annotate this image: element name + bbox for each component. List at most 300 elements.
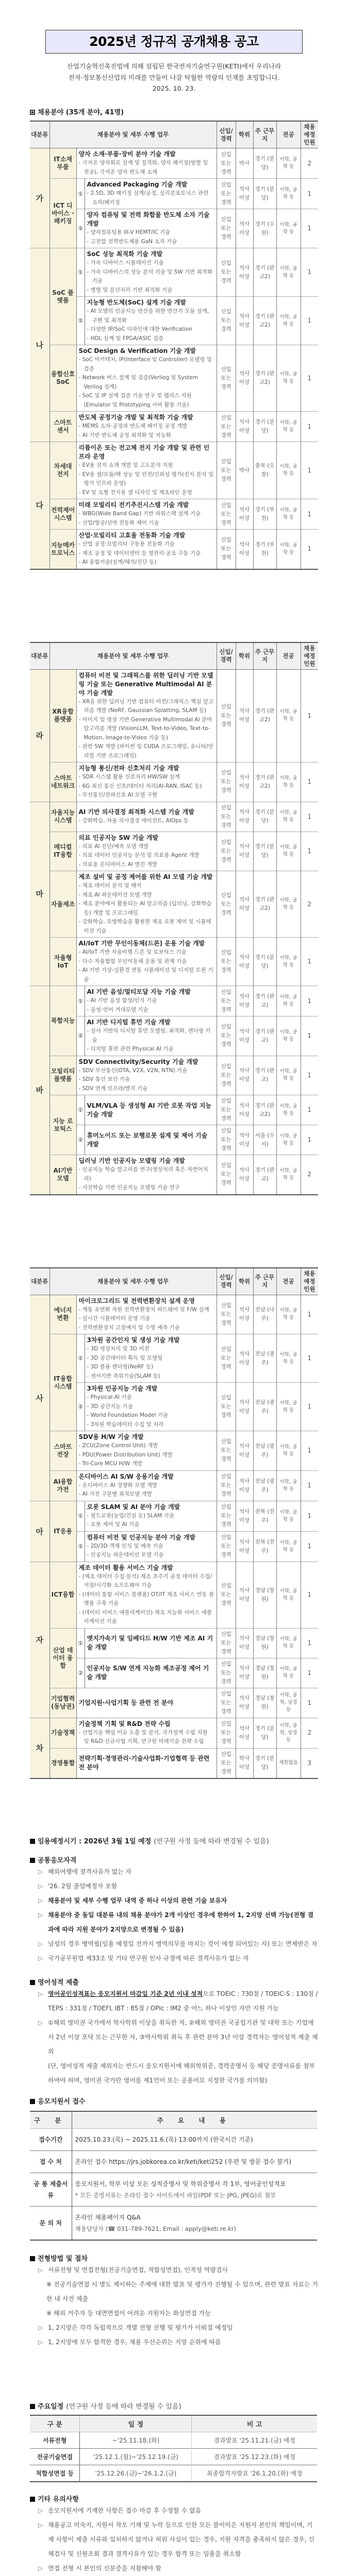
- job-field: 전력제어 시스템: [49, 499, 76, 530]
- job-detail: - 전력변환장치 고장예지 및 수명 예측 기술: [79, 1324, 214, 1333]
- job-field: 지능메카 트로닉스: [49, 530, 76, 569]
- major-requirement: 이학, 공학 등: [276, 1470, 301, 1501]
- major-requirement: 이학, 공학 등: [276, 530, 301, 569]
- hire-type: 신입 또는 경력: [217, 1431, 236, 1471]
- hire-type: 신입 또는 경력: [217, 802, 236, 832]
- hire-type: 신입 또는 경력: [217, 148, 236, 179]
- job-detail: - 극저온 양자회로 설계 및 집적화, 양자 패키징(방열 및 전공), 극저온 양자 반도체 소재: [79, 159, 214, 177]
- hire-type: 신입 또는 경력: [217, 1155, 236, 1195]
- work-location: 전남 (광주): [253, 1431, 276, 1471]
- job-detail: - 산업 공정·모빌리티 구동용 전동화 기술: [79, 540, 214, 549]
- job-description: [85, 1334, 217, 1383]
- table-row: [30, 802, 318, 832]
- job-description: [76, 345, 217, 412]
- job-detail: - 의료 데이터 인공지능 분석 및 의료용 Agent 개발: [79, 851, 214, 860]
- degree: 석사 이상: [236, 938, 253, 986]
- table-row: [30, 2150, 317, 2173]
- job-description: [85, 297, 217, 345]
- job-detail: - (제조 데이터 수집·분석) 제조 초주기 공정 데이터 수집/저장/시각화 소프트웨어 기술: [79, 1572, 214, 1590]
- job-detail: - 로봇 제어 및 AI 기술: [87, 1520, 214, 1530]
- job-field: 차세대 전지: [49, 442, 76, 499]
- job-title: 제조 설비 및 공정 제어를 위한 AI 모델 기술 개발: [79, 873, 214, 882]
- headcount: 1: [301, 1056, 318, 1095]
- job-detail: - 실사 기반의 디지털 휴먼 모델링, 최적화, 렌더링 기술: [87, 1027, 214, 1045]
- job-title: 컴퓨터 비전 및 그래픽스를 위한 딥러닝 기반 모델링 기술 또는 Generative Multimodal AI 분야 기술 개발: [79, 671, 214, 698]
- row-content: [72, 2173, 317, 2206]
- major-requirement: 이학, 공학 등: [276, 802, 301, 832]
- job-field: 복합지능: [49, 986, 76, 1056]
- job-detail: - 의료용 온디바이스 AI 엔진 개발: [79, 860, 214, 870]
- degree: 석사 이상: [236, 1125, 253, 1155]
- job-detail: - 3D 공간데이터 획득 및 모델링: [87, 1354, 214, 1363]
- column-header: 채용분야 및 세부 수행 업무: [49, 642, 217, 670]
- job-detail: - EV 및 소형 전지용 셀 디자인 및 제조라인 운영: [79, 488, 214, 498]
- work-location: 경기 (분당): [253, 148, 276, 179]
- content-main: 응모지원서, 학부 이상 모든 성적증명서 및 학위증명서 각 1부, 영어공인성적표: [75, 2178, 314, 2190]
- headcount: 1: [301, 1334, 318, 1383]
- bullet-item: [38, 1865, 318, 1879]
- headcount: 1: [301, 938, 318, 986]
- job-description: [85, 1383, 217, 1431]
- schedule-period: '25.12.1.(월)~'25.12.19.(금): [80, 2448, 192, 2465]
- work-location: 경기 (분당): [253, 802, 276, 832]
- major-requirement: 이학, 공학 등: [276, 871, 301, 938]
- column-header: 신입/경력: [217, 1268, 236, 1295]
- table-row: [30, 1295, 318, 1334]
- job-description: [85, 1531, 217, 1562]
- major-category: 다: [30, 442, 49, 569]
- major-category: 라: [30, 669, 49, 802]
- job-field: 스마트 센서: [49, 412, 76, 442]
- major-requirement: 이학, 공학 등: [276, 1334, 301, 1383]
- table-row: [30, 2432, 317, 2448]
- priority-number: ①: [76, 1501, 85, 1531]
- row-content: [72, 2206, 317, 2240]
- schedule-remark: 결과발표 '25.12.23.(화) 예정: [192, 2448, 317, 2465]
- degree: 석사 이상: [236, 1383, 253, 1431]
- job-detail: - 계통 유연화 자원 전력변환장치 하드웨어 및 F/W 설계: [79, 1306, 214, 1315]
- job-detail: - World Foundation Model 기술: [87, 1411, 214, 1420]
- job-detail: - AI 융합기술(설계/해석/진단 등): [79, 558, 214, 567]
- row-content: [72, 2150, 317, 2173]
- job-detail: - SDV 통신 보안 기술: [79, 1075, 214, 1084]
- job-field: SoC 플랫폼: [49, 248, 76, 345]
- work-location: 경기 (판교): [253, 1016, 276, 1056]
- job-detail: - (데이터 서비스 애플리케이션) 제조 지능화 서비스 애플리케이션 기술: [79, 1608, 214, 1626]
- major-requirement: 이학, 공학 등: [276, 412, 301, 442]
- table-row: [30, 1562, 318, 1628]
- major-requirement: 이학, 공학 등: [276, 1658, 301, 1688]
- work-location: 경기 (판교2): [253, 297, 276, 345]
- job-detail: - 음성-언어 거대모델 기술: [87, 1006, 214, 1015]
- bullet-item: [38, 1908, 318, 1937]
- work-location: 경기 (판교): [253, 1056, 276, 1095]
- column-header: 채용예정인원: [301, 1268, 318, 1295]
- column-header: 전공: [276, 1268, 301, 1295]
- hire-type: 신입 또는 경력: [217, 1658, 236, 1688]
- job-field: 자율지능 시스템: [49, 802, 76, 832]
- major-requirement: 이학, 공학 등: [276, 297, 301, 345]
- job-description: [76, 1155, 217, 1195]
- hire-type: 신입 또는 경력: [217, 1295, 236, 1334]
- job-field: 스마트 네트워크: [49, 762, 76, 802]
- posting-date: 2025. 10. 23.: [30, 84, 318, 92]
- job-field: AI기반 모델: [49, 1155, 76, 1195]
- headcount: 1: [301, 1688, 318, 1718]
- headcount: 1: [301, 1431, 318, 1471]
- degree: 석사 이상: [236, 1658, 253, 1688]
- degree: 학사 이상: [236, 1748, 253, 1778]
- headcount: 1: [301, 345, 318, 412]
- column-header: 전공: [276, 121, 301, 148]
- job-field: 에너지 변환: [49, 1295, 76, 1334]
- job-description: [85, 248, 217, 297]
- job-description: [76, 530, 217, 569]
- section-notes: 기타 유의사항: [30, 2494, 318, 2503]
- job-detail: - 제조 데이터 분석 및 해석: [79, 882, 214, 891]
- major-requirement: 이학, 공학 등: [276, 1383, 301, 1431]
- major-category: 아: [30, 1501, 49, 1562]
- job-title: 지능형 통신/전파 신호처리 기술 개발: [79, 764, 214, 773]
- degree: 석사 이상: [236, 530, 253, 569]
- job-field: AI융합 가전: [49, 1470, 76, 1501]
- work-location: 경기 (분당): [253, 179, 276, 209]
- major-category: 차: [30, 1718, 49, 1778]
- headcount: 1: [301, 1383, 318, 1431]
- square-bullet-icon: [30, 1980, 35, 1985]
- hire-type: 신입 또는 경력: [217, 442, 236, 499]
- section-qualifications: 공통응모자격: [30, 1855, 318, 1865]
- degree: 석사 이상: [236, 1295, 253, 1334]
- degree: 석사 이상: [236, 412, 253, 442]
- column-header: 신입/경력: [217, 121, 236, 148]
- degree: 석사 이상: [236, 297, 253, 345]
- degree: 석사 이상: [236, 1531, 253, 1562]
- square-bullet-icon: [30, 2404, 35, 2409]
- work-location: 경기 (판교): [253, 986, 276, 1016]
- job-detail: - Physical AI 기술: [87, 1393, 214, 1402]
- degree: 석사 이상: [236, 1095, 253, 1125]
- degree: 석사 이상: [236, 802, 253, 832]
- headcount: 1: [301, 1562, 318, 1628]
- bullet-text: 응모지원서에 기재한 사항은 접수 마감 후 수정할 수 없음: [48, 2503, 201, 2518]
- priority-number: ①: [76, 1095, 85, 1125]
- headcount: 1: [301, 1295, 318, 1334]
- job-detail: - 3차원 학습데이터 수집 및 처리: [87, 1420, 214, 1430]
- headcount: 1: [301, 442, 318, 499]
- major-requirement: 이학, 공학 등: [276, 345, 301, 412]
- major-requirement: 이학, 공학 등: [276, 832, 301, 871]
- square-bullet-icon: [30, 110, 35, 115]
- table-row: [30, 2128, 317, 2150]
- job-detail: - Network 버스 설계 및 검증(Verilog 및 System Verilog 설계): [79, 374, 214, 392]
- work-location: 경기 (수원): [253, 209, 276, 248]
- headcount: 1: [301, 499, 318, 530]
- bullet-item: ▷ 영어공인성적표는 응모지원서 마감일 기준 2년 이내 성적으로 TOEIC : 730점 / TOEIC-S : 130점 / TEPS : 331점 / TOEFL IBT : 85점 / OPIc : IM2 중 어느 하나 이상인 자만 지원 가능: [38, 1987, 318, 2015]
- column-header: 대분류: [30, 642, 49, 670]
- job-title: 3차원 공간인지 및 생성 기술 개발: [87, 1336, 214, 1345]
- section-fields: 채용분야 (35개 분야, 41명): [30, 107, 318, 116]
- bullet-text: 채용공고 미숙지, 지원서 착오 기재 및 누락 등으로 인한 모든 불이익은 지원자 본인의 책임이며, 기재 사항이 제출 서류와 일치하지 않거나 허위 사실이 있는 경우, 지원 자격을 충족하지 않은 경우, 신체검사 및 신원조회 결과 결격사유가 있는 경우 합격 또는 임용을 취소함: [48, 2518, 318, 2561]
- column-header: 전공: [276, 642, 301, 670]
- major-requirement: 이학, 공학 등: [276, 1056, 301, 1095]
- job-title: 3차원 인공지능 기술 개발: [87, 1384, 214, 1393]
- job-title: 리튬이온 또는 전고체 전지 기술 개발 및 관련 인프라 운영: [79, 444, 214, 461]
- priority-number: ②: [76, 297, 85, 345]
- work-location: 경남 (창원): [253, 1562, 276, 1628]
- degree: 석사 이상: [236, 1431, 253, 1471]
- job-field: XR융합 플랫폼: [49, 669, 76, 762]
- work-location: 경기 (분당): [253, 1748, 276, 1778]
- schedule-period: '25.12.26.(금)~'26.1.2.(금): [80, 2465, 192, 2482]
- job-title: Advanced Packaging 기술 개발: [87, 180, 214, 189]
- job-title: 미래 모빌리티 전기추진시스템 기술 개발: [79, 501, 214, 510]
- column-header: 채용예정인원: [301, 642, 318, 670]
- degree: 석사 이상: [236, 832, 253, 871]
- major-requirement: 이학, 공학 등: [276, 1016, 301, 1056]
- major-requirement: 이학, 공학 등: [276, 442, 301, 499]
- page-title: 2025년 정규직 공개채용 공고: [45, 30, 303, 54]
- square-bullet-icon: [30, 2099, 35, 2104]
- job-description: [76, 148, 217, 179]
- job-detail: - 양자컴퓨팅용 III-V HEMT/IC 기술: [87, 228, 214, 238]
- table-row: [30, 1431, 318, 1471]
- major-category: 바: [30, 986, 49, 1195]
- column-header: 주 근무지: [253, 642, 276, 670]
- hire-type: 신입 또는 경력: [217, 1748, 236, 1778]
- column-header: 채용예정인원: [301, 121, 318, 148]
- hire-type: 신입 또는 경력: [217, 871, 236, 938]
- job-detail: - AI 가전 구분별 최적모델 개발: [79, 1490, 214, 1499]
- table-row: [30, 938, 318, 986]
- job-description: [85, 1501, 217, 1531]
- headcount: 1: [301, 762, 318, 802]
- work-location: 충북 (오창): [253, 442, 276, 499]
- content-main: 2025.10.23.(목) ~ 2025.11.6.(목) 13:00까지 (한국시간 기준): [75, 2134, 314, 2145]
- job-field: 융합신호 SoC: [49, 345, 76, 412]
- degree: 석사 이상: [236, 1016, 253, 1056]
- bullet-item: ▷ ①해외 영미권 국가에서 학사학위 이상을 취득한 자, ②해외 영미권 국공립기관 및 대학 또는 기업에서 2년 이상 포닥 또는 근무한 자, ③박사학위 취득 후 관련 분야 3년 이상 경력자는 영어성적 제출 제외 (단, 영어성적 제출 제외자는 반드시 응모지원서에 해외학위증, 경력증명서 등 해당 증명서류를 첨부하여야 하며, 영미권 국가란 영어를 제1언어 또는 공용어로 지정한 국가를 의미함): [38, 2015, 318, 2088]
- column-header: 대분류: [30, 1268, 49, 1295]
- table-row: [30, 871, 318, 938]
- job-field: 메디컬 IT융합: [49, 832, 76, 871]
- application-table: 구 분 주 요 내 용 접수기간 2025.10.23.(목) ~ 2025.11.6.(목) 13:00까지 (한국시간 기준) 접 수 처 온라인 접수 https://jrs.jobkorea.co.kr/keti/keti252 (우편 및 방문 접수 불가) 공 통 제출서류 응모지원서, 학부 이상 모든 성적증명서 및 학위증명서 각 1부, 영어공인성적표 * 모든 증빙서류는 온라인 접수 사이트에서 파일(PDF 또는 JPG, JPEG)로 첨부 문 의 처 온라인 채용페이지 Q&A 채용담당자 (☎ 031-789-7621, Email : apply@keti.re.kr): [30, 2111, 317, 2241]
- table-row: [30, 1155, 318, 1195]
- triangle-bullet-icon: [38, 2575, 48, 2576]
- priority-number: ②: [76, 1383, 85, 1431]
- job-detail: - AI 기반 음성 합성/인식 기술: [87, 996, 214, 1006]
- job-detail: - 제조 AI 파운데이션 모델 개발: [79, 891, 214, 900]
- triangle-bullet-icon: ▷: [38, 1937, 48, 1951]
- triangle-bullet-icon: ▷: [38, 1893, 48, 1908]
- bullet-text: 면접 전형 시 본인의 신분증을 지참해야 함: [48, 2561, 161, 2575]
- bullet-text: '26. 2월 졸업예정자 포함: [48, 1879, 117, 1893]
- job-field: ICT 디바이스 ·패키징: [49, 179, 76, 248]
- headcount: 1: [301, 802, 318, 832]
- major-requirement: 이학, 공학 등: [276, 1531, 301, 1562]
- table-row: [30, 1056, 318, 1095]
- job-title: VLM/VLA 등 생성형 AI 기반 로봇 작업 지능 기술 개발: [87, 1101, 214, 1119]
- schedule-stage: 적합성면접 등: [30, 2465, 80, 2482]
- job-title: 인공지능 S/W 연계 지능화 제조공정 제어 기술 개발: [87, 1664, 214, 1682]
- bullet-text: 채용분야 및 세부 수행 업무 내역 중 하나 이상의 관련 기술 보유자: [48, 1893, 227, 1908]
- job-description: [76, 669, 217, 762]
- work-location: 경기 (분당): [253, 412, 276, 442]
- headcount: 1: [301, 530, 318, 569]
- column-header: 대분류: [30, 121, 49, 148]
- schedule-period: ~'25.11.18.(화): [80, 2432, 192, 2448]
- bullet-item: [38, 2503, 318, 2518]
- major-category: 사: [30, 1295, 49, 1501]
- table-row: [30, 179, 318, 209]
- table-row: [30, 148, 318, 179]
- job-field: 자율제조: [49, 871, 76, 938]
- major-requirement: 이학, 공학 등: [276, 669, 301, 762]
- job-description: [85, 1658, 217, 1688]
- hire-type: 신입 또는 경력: [217, 1125, 236, 1155]
- bullet-text: [48, 2575, 223, 2576]
- table-row: [30, 530, 318, 569]
- work-location: 경기 (판교2): [253, 345, 276, 412]
- job-title: 제조 데이터 활용 서비스 기술 개발: [79, 1564, 214, 1572]
- priority-number: ②: [76, 1125, 85, 1155]
- square-bullet-icon: [30, 2497, 35, 2502]
- jobs-table: [30, 121, 318, 570]
- triangle-bullet-icon: ▷: [38, 2503, 48, 2518]
- triangle-bullet-icon: ▷: [38, 1987, 48, 2015]
- hire-type: 신입 또는 경력: [217, 499, 236, 530]
- job-title: 기업지원·사업기획 등 관련 전 분야: [79, 1699, 214, 1707]
- degree: 석사 이상: [236, 1628, 253, 1658]
- table-row: [30, 986, 318, 1016]
- major-requirement: 이학, 공학 등: [276, 1501, 301, 1531]
- major-requirement: 이학, 공학 등: [276, 762, 301, 802]
- table-row: [30, 1748, 318, 1778]
- hire-type: 신입 또는 경력: [217, 412, 236, 442]
- hire-type: 신입 또는 경력: [217, 209, 236, 248]
- job-detail: - 6G 최신 통신 신호/데이터 처리(AI-RAN, ISAC 등): [79, 782, 214, 791]
- section-schedule: 주요일정 (연구원 사정 등에 따라 변경될 수 있음): [30, 2401, 318, 2411]
- work-location: 전북 (전주): [253, 1501, 276, 1531]
- square-bullet-icon: [30, 1858, 35, 1863]
- table-row: [30, 1501, 318, 1531]
- job-detail: - 관련 SW 개발 (파이썬 및 CUDA 프로그래밍, 유니티/언리얼 기반 프로그래밍): [79, 742, 214, 760]
- content-sub: 채용담당자 (☎ 031-789-7621, Email : apply@keti.re.kr): [75, 2223, 314, 2234]
- job-detail: - WBG(Wide Band Gap) 기반 파워스택 설계 기술: [79, 510, 214, 519]
- table-row: [30, 832, 318, 871]
- table-row: [30, 248, 318, 297]
- hire-type: 신입 또는 경력: [217, 297, 236, 345]
- table-row: [30, 1470, 318, 1501]
- headcount: 1: [301, 1125, 318, 1155]
- degree: 석사 이상: [236, 345, 253, 412]
- job-title: SoC 성능 최적화 기술 개발: [87, 250, 214, 259]
- bullet-item: [38, 2561, 318, 2575]
- major-requirement: 이학, 공학 등: [276, 1125, 301, 1155]
- priority-number: ①: [76, 1628, 85, 1658]
- degree: 박사: [236, 442, 253, 499]
- job-title: 양자 컴퓨팅 및 전력 화합물 반도체 소자 기술 개발: [87, 211, 214, 228]
- job-field: 경영통합: [49, 1748, 76, 1778]
- job-title: 반도체 공정기술 개발 및 최적화 기술 개발: [79, 413, 214, 422]
- job-description: [85, 1016, 217, 1056]
- job-title: 온디바이스 AI S/W 응용기술 개발: [79, 1472, 214, 1481]
- degree: 석사 이상: [236, 179, 253, 209]
- major-requirement: 이학, 공학 등: [276, 1562, 301, 1628]
- schedule-stage: 전공기술면접: [30, 2448, 80, 2465]
- hire-type: 신입 또는 경력: [217, 530, 236, 569]
- degree: 석사 이상: [236, 1056, 253, 1095]
- column-header: 일 정: [80, 2415, 192, 2432]
- work-location: 경기 (분당): [253, 1718, 276, 1748]
- job-description: [76, 1295, 217, 1334]
- schedule-table: [30, 2415, 317, 2482]
- triangle-bullet-icon: ▷: [38, 2320, 48, 2335]
- hire-type: 신입 또는 경력: [217, 1531, 236, 1562]
- job-detail: - SDV 무선통신(OTA, V2X, V2N, NTN) 기술: [79, 1066, 214, 1076]
- job-detail: - 산업기술 핵심 이슈 도출 및 분석, 국가정책 수립 지원 및 R&D 신규사업 기획, 연구원 미래기술 전략 수립: [79, 1728, 214, 1747]
- job-detail: - 인공지능 파운데이션 모델 기술: [87, 1551, 214, 1560]
- jobs-table: [30, 1267, 318, 1779]
- priority-number: ②: [76, 209, 85, 248]
- headcount: 1: [301, 832, 318, 871]
- major-requirement: 이학, 공학 등: [276, 179, 301, 209]
- job-description: [76, 1718, 217, 1748]
- job-title: 산업·모빌리티 고효율 전동화 기술 개발: [79, 531, 214, 540]
- work-location: 전남 (광주): [253, 1383, 276, 1431]
- job-description: [76, 1056, 217, 1095]
- job-description: [76, 1748, 217, 1778]
- job-detail: - 3D 볼륨 렌더링(NeRF 등): [87, 1363, 214, 1372]
- bullet-text: 채용분야 중 동일 대분류 내의 채용 분야가 2개 이상인 경우에 한하여 1, 2지망 선택 가능(전형 결과에 따라 지원 분야가 2지망으로 변경될 수 있음): [48, 1908, 318, 1937]
- job-detail: - 강화학습, 모방학습을 활용한 제조 로봇 제어 및 시뮬레이션 기술: [79, 918, 214, 936]
- job-description: [85, 986, 217, 1016]
- headcount: 1: [301, 986, 318, 1016]
- job-title: SDV용 H/W 기술 개발: [79, 1433, 214, 1442]
- job-detail: - SDR 시스템 활용 신호처리 HW/SW 설계: [79, 773, 214, 782]
- column-header: 주 근무지: [253, 1268, 276, 1295]
- job-description: [76, 442, 217, 499]
- job-detail: - Tri-Core MCU H/W 개발: [79, 1460, 214, 1469]
- table-row: [30, 499, 318, 530]
- work-location: 경기 (부천): [253, 499, 276, 530]
- major-requirement: 이학, 공학 등: [276, 1431, 301, 1471]
- major-category: 나: [30, 248, 49, 442]
- table-row: [30, 1334, 318, 1383]
- job-field: IT융합 시스템: [49, 1334, 76, 1431]
- english-list: [30, 1987, 318, 2088]
- job-detail: - 병렬 및 분산처리 기반 최적화 기술: [87, 286, 214, 295]
- degree: 석사 이상: [236, 1155, 253, 1195]
- job-detail: - 강화학습, 자율 의사결정 에이전트, AIOps 등: [79, 817, 214, 826]
- bullet-text: 국가공무원법 제33조 및 기타 연구원 인사 규정에 따른 결격사유가 없는 자: [48, 1951, 249, 1965]
- headcount: 2: [301, 1718, 318, 1748]
- bullet-item: [38, 2518, 318, 2561]
- major-requirement: 이학, 공학, 상경 등: [276, 1718, 301, 1748]
- job-detail: - ZCU(Zone Control Unit) 개발: [79, 1442, 214, 1451]
- intro-text: 산업기술혁신촉진법에 의해 설립된 한국전자기술연구원(KETI)에서 우리나라 전자·정보통신산업의 미래를 만들어 나갈 탁월한 역량의 인재를 초빙합니다.: [30, 61, 318, 83]
- job-detail: - 다양한 IP/SoC 디자인에 대한 Verification: [87, 325, 214, 334]
- job-field: 기업협력 (동남권): [49, 1688, 76, 1718]
- section-english: 영어성적 제출: [30, 1977, 318, 1987]
- triangle-bullet-icon: ▷: [38, 2335, 48, 2349]
- row-label: 문 의 처: [30, 2206, 72, 2240]
- job-title: 양자 소재·부품·장비 분야 기술 개발: [79, 150, 214, 159]
- triangle-bullet-icon: ▷: [38, 2263, 48, 2277]
- job-detail: - PDU(Power Distribution Unit) 개발: [79, 1451, 214, 1460]
- table-row: [30, 1628, 318, 1658]
- job-field: 모빌리티 플랫폼: [49, 1056, 76, 1095]
